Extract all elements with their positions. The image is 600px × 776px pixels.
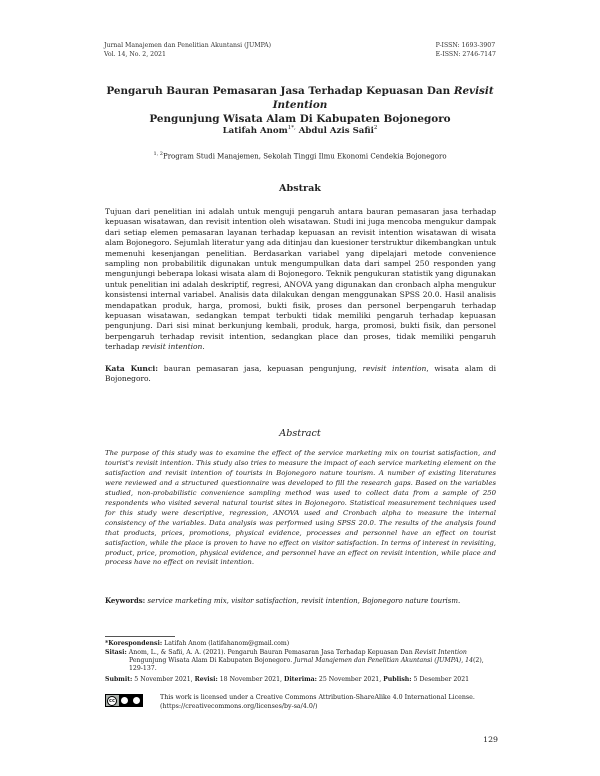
cite-italic2: Jurnal Manajemen dan Penelitian Akuntansi (JUMPA), 14: [294, 657, 474, 665]
footnote-citation: [105, 649, 505, 674]
license-text: [160, 694, 500, 711]
abstrak-text-end: revisit intention.: [141, 342, 205, 352]
keywords: [105, 596, 496, 606]
corr-label: *Korespondensi:: [105, 640, 163, 647]
affiliation-text: Program Studi Manajemen, Sekolah Tinggi Ilmu Ekonomi Cendekia Bojonegoro: [162, 152, 447, 161]
cite-text3: (2),: [473, 657, 484, 665]
abstrak-body: [105, 207, 496, 353]
affiliation: [0, 151, 600, 160]
footnote-correspondence: [105, 640, 505, 648]
kata-kunci-text1: bauran pemasaran jasa, kepuasan pengunjung,: [158, 364, 363, 373]
title-line1-italic: Revisit Intention: [272, 85, 494, 111]
revisi-label: Revisi:: [194, 676, 218, 683]
publish-label: Publish:: [383, 676, 412, 683]
journal-header-right: [436, 41, 496, 59]
cite-cont: [105, 657, 505, 665]
affiliation-sup: 1, 2: [153, 151, 163, 157]
submit-date: 5 November 2021,: [132, 676, 195, 683]
footnote-divider: [105, 636, 175, 637]
paper-title: [90, 84, 510, 126]
title-line1-prefix: Pengaruh Bauran Pemasaran Jasa Terhadap Kepuasan Dan: [106, 85, 454, 97]
cite-text1: Anom, L., & Safii, A. A. (2021). Pengaruh Bauran Pemasaran Jasa Terhadap Kepuasan Dan: [126, 649, 415, 656]
diterima-date: 25 November 2021,: [316, 676, 384, 683]
kata-kunci: [105, 364, 496, 385]
kata-kunci-label: Kata Kunci:: [105, 364, 159, 373]
sa-icon: [133, 697, 140, 704]
abstract-body: The purpose of this study was to examine the effect of the service marketing mix on tourist satisfaction, and tourist's revisit intention. This study also tries to measure the impact of each service marketing element on the satisfaction and revisit intention of tourists in Bojonegoro nature tourism. A number of existing literatures were reviewed and a structured questionnaire was developed to fill the research gaps. Based on the variables studied, non-probabilistic convenience sampling method was used to collect data from a sample of 250 respondents who visited several natural tourist sites in Bojonegoro. Statistical measurement techniques used for this study were descriptive, regression, ANOVA used and Cronbach alpha to measure the internal consistency of the variables. Data analysis was performed using SPSS 20.0. The results of the analysis found that products, prices, promotions, physical evidence, processes and personnel have an effect on tourist satisfaction, while the place is proven to have no effect on visitor satisfaction. In terms of interest in revisiting, product, price, promotion, physical evidence, and personnel have an effect on revisit intention, while place and process have no effect on revisit intention.: [105, 449, 496, 567]
kata-kunci-text2: , wisata alam di Bojonegoro.: [105, 364, 496, 384]
author-1: Latifah Anom: [222, 125, 288, 136]
abstrak-text: Tujuan dari penelitian ini adalah untuk menguji pengaruh antara bauran pemasaran jasa terhadap kepuasan wisatawan, dan revisit intention oleh wisatawan. Studi ini juga mencoba mengukur dampak dari setiap elemen pemasaran layanan terhadap kepuasan an revisit intention wisatawan di wisata alam Bojonegoro. Sejumlah literatur yang ada ditinjau dan kuesioner terstruktur dikembangkan untuk memenuhi kesenjangan penelitian. Berdasarkan variabel yang dipelajari metode convenience sampling non probabilitik digunakan untuk mengumpulkan data dari sampel 250 responden yang mengunjungi beberapa lokasi wisata alam di Bojonegoro. Teknik pengukuran statistik yang digunakan untuk penelitian ini adalah deskriptif, regresi, ANOVA yang digunakan dan cronbach alpha mengukur konsistensi internal variabel. Analisis data dilakukan dengan menggunakan SPSS 20.0. Hasil analisis mendapatkan produk, harga, promosi, bukti fisik, proses dan personel berpengaruh terhadap kepuasan wisatawan, sedangkan tempat terbukti tidak memiliki pengaruh terhadap kepuasan pengunjung. Dari sisi minat berkunjung kembali, produk, harga, promosi, bukti fisik, dan personel berpengaruh terhadap revisit intention, sedangkan place dan proses, tidak memiliki pengaruh terhadap: [105, 207, 496, 352]
cite-italic1: Revisit Intention: [414, 649, 467, 656]
diterima-label: Diterima:: [283, 676, 317, 683]
revisi-date: 18 November 2021,: [217, 676, 284, 683]
journal-volume: Vol. 14, No. 2, 2021: [104, 51, 166, 58]
author-2: Abdul Azis Safii: [298, 125, 374, 136]
page-number: 129: [483, 735, 498, 744]
author-1-sup: 1*,: [287, 125, 296, 131]
publish-date: 5 Desember 2021: [411, 676, 470, 683]
cite-label: Sitasi:: [105, 649, 127, 656]
cite-pages: 129-137.: [129, 665, 157, 673]
keywords-label: Keywords:: [105, 596, 146, 605]
title-line2: Pengunjung Wisata Alam Di Kabupaten Bojonegoro: [149, 113, 451, 125]
author-2-sup: 2: [373, 125, 378, 131]
cc-attribution-icon: [119, 695, 142, 706]
journal-name: Jurnal Manajemen dan Penelitian Akuntansi (JUMPA): [104, 42, 272, 49]
by-icon: [121, 697, 128, 704]
abstrak-heading: Abstrak: [279, 183, 321, 194]
eissn: E-ISSN: 2746-7147: [435, 51, 496, 58]
footnote-dates: [105, 676, 505, 684]
cc-by-sa-badge-icon[interactable]: [105, 694, 143, 707]
corr-text: Latifah Anom (latifahanom@gmail.com): [162, 640, 290, 647]
cc-logo-icon: cc: [107, 696, 117, 706]
license-link[interactable]: (https://creativecommons.org/licenses/by-sa/4.0/): [160, 702, 318, 710]
kata-kunci-italic: revisit intention: [362, 364, 427, 373]
cite-text2: Pengunjung Wisata Alam Di Kabupaten Bojonegoro.: [129, 657, 295, 665]
submit-label: Submit:: [105, 676, 133, 683]
author-list: [0, 125, 600, 136]
keywords-text: service marketing mix, visitor satisfaction, revisit intention, Bojonegoro nature tourism.: [145, 597, 461, 605]
abstract-heading: Abstract: [279, 428, 321, 439]
pissn: P-ISSN: 1693-3907: [435, 42, 496, 49]
license-line1: This work is licensed under a Creative Commons Attribution-ShareAlike 4.0 International License.: [160, 694, 475, 701]
journal-header-left: [104, 41, 271, 59]
